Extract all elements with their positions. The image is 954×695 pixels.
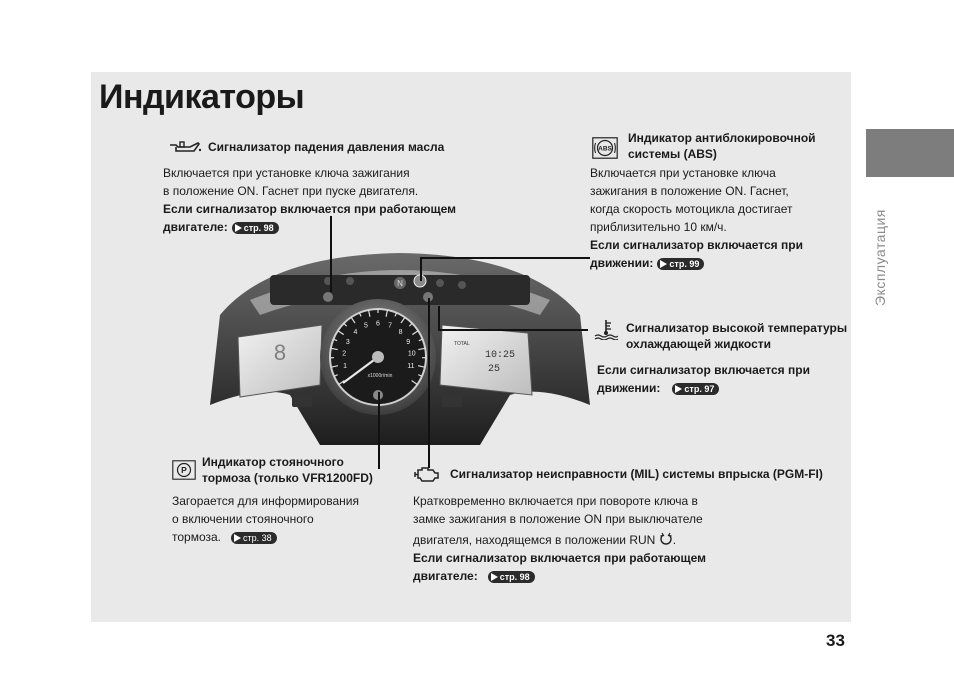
oil-text-1: Включается при установке ключа зажигания [163, 166, 410, 180]
section-tab [866, 129, 954, 177]
abs-bold-2: движении: [590, 256, 654, 270]
parking-text-1: Загорается для информирования [172, 494, 359, 508]
tachometer-number: 5 [363, 322, 368, 330]
page-number: 33 [826, 631, 845, 650]
oil-text-2: в положение ON. Гаснет при пуске двигателя. [163, 184, 419, 198]
tachometer-number: 2 [342, 350, 347, 358]
mil-text-1: Кратковременно включается при повороте ключа в [413, 494, 698, 508]
oil-description [163, 164, 456, 236]
abs-heading-2: системы (ABS) [628, 147, 717, 161]
abs-page-ref[interactable] [657, 258, 704, 270]
coolant-heading-block [626, 320, 847, 352]
oil-pressure-block [208, 139, 444, 155]
callout-line-parking [378, 392, 380, 469]
mil-bold-2: двигателе: [413, 569, 478, 583]
coolant-heading-2: охлаждающей жидкости [626, 337, 772, 351]
mil-page-ref[interactable] [488, 571, 535, 583]
coolant-bold-2: движении: [597, 381, 661, 395]
mil-text-2: замке зажигания в положение ON при выключателе [413, 512, 703, 526]
mil-ref-label: стр. 98 [499, 571, 530, 582]
oil-page-ref[interactable] [232, 222, 279, 234]
parking-heading-1: Индикатор стояночного [202, 455, 344, 469]
dash-oil-indicator [323, 292, 333, 302]
callout-line-oil [330, 216, 332, 292]
svg-text:P: P [181, 465, 187, 475]
abs-text-2: зажигания в положение ON. Гаснет, [590, 184, 789, 198]
tachometer-number: 8 [398, 329, 403, 337]
page-title: Индикаторы [99, 78, 305, 116]
mil-heading-block [450, 466, 823, 482]
oil-bold-2: двигателе: [163, 220, 228, 234]
mil-text-3: двигателя, находящемся в положении RUN [413, 533, 656, 547]
parking-brake-icon [172, 460, 196, 480]
mil-description [413, 492, 706, 585]
left-control-button [292, 395, 312, 407]
tachometer-number: 10 [407, 350, 416, 358]
arrow-right-icon [675, 385, 682, 393]
oil-heading: Сигнализатор падения давления масла [208, 140, 445, 154]
callout-line-abs [420, 257, 590, 259]
abs-ref-label: стр. 99 [669, 258, 700, 269]
coolant-bold-1: Если сигнализатор включается при [597, 363, 810, 377]
abs-text-1: Включается при установке ключа [590, 166, 776, 180]
oil-ref-label: стр. 98 [243, 222, 274, 233]
parking-description [172, 492, 359, 546]
tachometer-number: 4 [353, 329, 358, 337]
right-control-button [442, 395, 462, 407]
tachometer-number: 9 [406, 338, 411, 346]
run-position-icon [659, 532, 673, 546]
lcd-temperature: 25 [488, 364, 501, 375]
tachometer-number: 1 [343, 362, 347, 370]
mil-text-3-end: . [672, 533, 677, 547]
dash-coolant-indicator [436, 279, 444, 287]
arrow-right-icon [660, 260, 667, 268]
coolant-heading-1: Сигнализатор высокой температуры [626, 321, 848, 335]
neutral-indicator-label: N [397, 279, 403, 288]
parking-heading-block [202, 454, 373, 486]
parking-page-ref[interactable] [231, 532, 277, 544]
parking-heading-2: тормоза (только VFR1200FD) [202, 471, 373, 485]
abs-description [590, 164, 803, 272]
tachometer-number: 6 [376, 320, 380, 328]
coolant-page-ref[interactable] [672, 383, 719, 395]
callout-line-coolant-v [438, 306, 440, 330]
abs-text-3: когда скорость мотоцикла достигает [590, 202, 793, 216]
tachometer-number: 3 [345, 338, 350, 346]
abs-icon [592, 137, 618, 159]
mil-bold-1: Если сигнализатор включается при работающем [413, 551, 707, 565]
lcd-time: 10:25 [485, 350, 516, 361]
parking-text-2: о включении стояночного [172, 512, 314, 526]
coolant-temperature-icon [594, 318, 618, 340]
abs-heading-1: Индикатор антиблокировочной [628, 131, 816, 145]
coolant-ref-label: стр. 97 [684, 383, 715, 394]
parking-ref-label: стр. 38 [243, 532, 272, 543]
callout-line-abs-v [420, 257, 422, 281]
instrument-cluster-illustration [210, 245, 590, 445]
oil-bold-1: Если сигнализатор включается при работающем [163, 202, 457, 216]
arrow-right-icon [491, 573, 498, 581]
abs-bold-1: Если сигнализатор включается при [590, 238, 803, 252]
lcd-total-label: TOTAL [454, 341, 470, 347]
svg-text:8: 8 [273, 340, 287, 365]
arrow-right-icon [235, 224, 242, 232]
tachometer-unit: x1000r/min [367, 373, 393, 379]
mil-heading: Сигнализатор неисправности (MIL) системы впрыска (PGM-FI) [450, 467, 823, 481]
tachometer-number: 7 [388, 322, 393, 330]
abs-heading-block [628, 130, 816, 162]
oil-can-icon [168, 139, 202, 155]
callout-line-mil [428, 298, 430, 468]
svg-text:ABS: ABS [598, 145, 612, 153]
tachometer-number: 11 [407, 362, 415, 370]
callout-line-coolant [438, 329, 588, 331]
abs-text-4: приблизительно 10 км/ч. [590, 220, 727, 234]
coolant-description [597, 361, 810, 397]
engine-check-icon [414, 465, 440, 483]
parking-text-3: тормоза. [172, 530, 222, 544]
section-label: Эксплуатация [872, 209, 888, 306]
arrow-right-icon [234, 534, 241, 542]
